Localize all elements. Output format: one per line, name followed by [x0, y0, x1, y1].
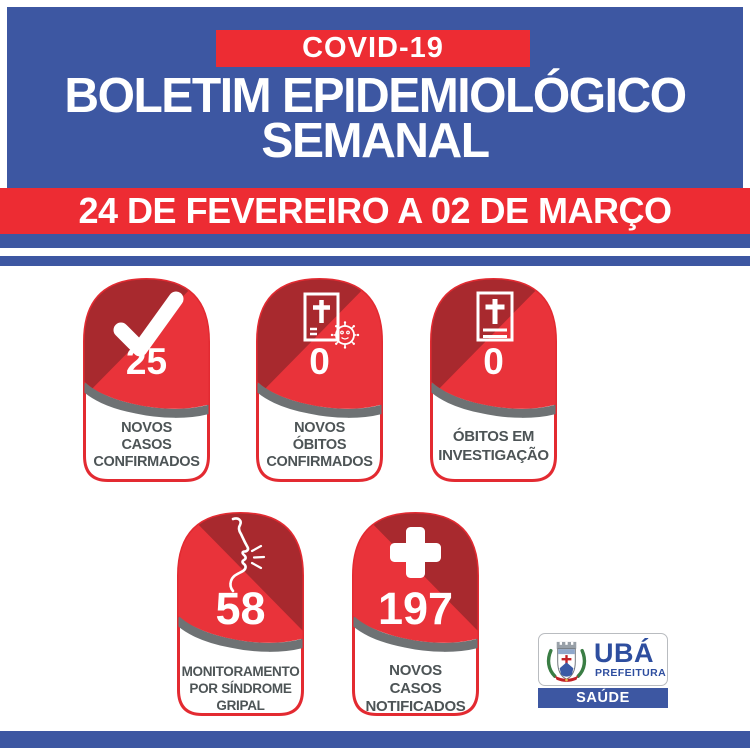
stat-card-monitoramento-sindrome-gripal: [177, 512, 304, 716]
stat-card-obitos-em-investigacao: [430, 278, 557, 482]
stat-label-line: NOTIFICADOS: [365, 698, 466, 715]
stat-value: 0: [309, 341, 330, 382]
stat-label-line: ÓBITOS: [292, 437, 347, 453]
saude-label: SAÚDE: [576, 690, 630, 706]
covid-banner-label: COVID-19: [302, 32, 444, 64]
stat-value: 58: [215, 583, 266, 634]
stat-label-line: POR SÍNDROME: [189, 681, 292, 696]
stat-label-line: GRIPAL: [216, 698, 265, 713]
page-title-line2: SEMANAL: [261, 114, 489, 168]
stat-label: [77, 420, 216, 471]
prefeitura-logo: [538, 633, 668, 686]
stat-label: [250, 420, 389, 471]
divider-stripe-top: [0, 234, 750, 248]
stat-label-line: CASOS: [389, 680, 442, 697]
stat-label: [171, 663, 310, 714]
stat-label-line: INVESTIGAÇÃO: [438, 446, 549, 464]
stat-label: [346, 662, 485, 716]
stat-value: 197: [377, 583, 454, 634]
divider-stripe-bottom: [0, 256, 750, 266]
saude-department-bar: [538, 688, 668, 708]
uba-coat-of-arms-icon: [544, 637, 589, 682]
footer-stripe: [0, 731, 750, 748]
stat-card-novos-casos-confirmados: [83, 278, 210, 482]
stat-label-line: CONFIRMADOS: [266, 454, 373, 470]
date-range-banner: [0, 188, 750, 234]
covid-banner: [216, 30, 530, 67]
stat-card-novos-obitos-confirmados: [256, 278, 383, 482]
stat-label-line: NOVOS: [294, 420, 345, 436]
logo-org-name: PREFEITURA: [595, 667, 667, 679]
date-range-label: 24 DE FEVEREIRO A 02 DE MARÇO: [78, 190, 672, 231]
page-title-line1: BOLETIM EPIDEMIOLÓGICO: [64, 69, 686, 123]
stat-card-novos-casos-notificados: [352, 512, 479, 716]
stat-label: [424, 428, 563, 465]
stat-value: 25: [125, 341, 168, 382]
stat-label-line: NOVOS: [389, 662, 442, 679]
stat-label-line: CONFIRMADOS: [93, 454, 200, 470]
stat-value: 0: [483, 341, 504, 382]
page-title: [0, 69, 750, 168]
logo-city-name: UBÁ: [594, 638, 654, 668]
stat-label-line: ÓBITOS EM: [452, 428, 535, 445]
stat-label-line: MONITORAMENTO: [181, 664, 300, 679]
stat-label-line: CASOS: [121, 437, 172, 453]
stat-label-line: NOVOS: [121, 420, 172, 436]
